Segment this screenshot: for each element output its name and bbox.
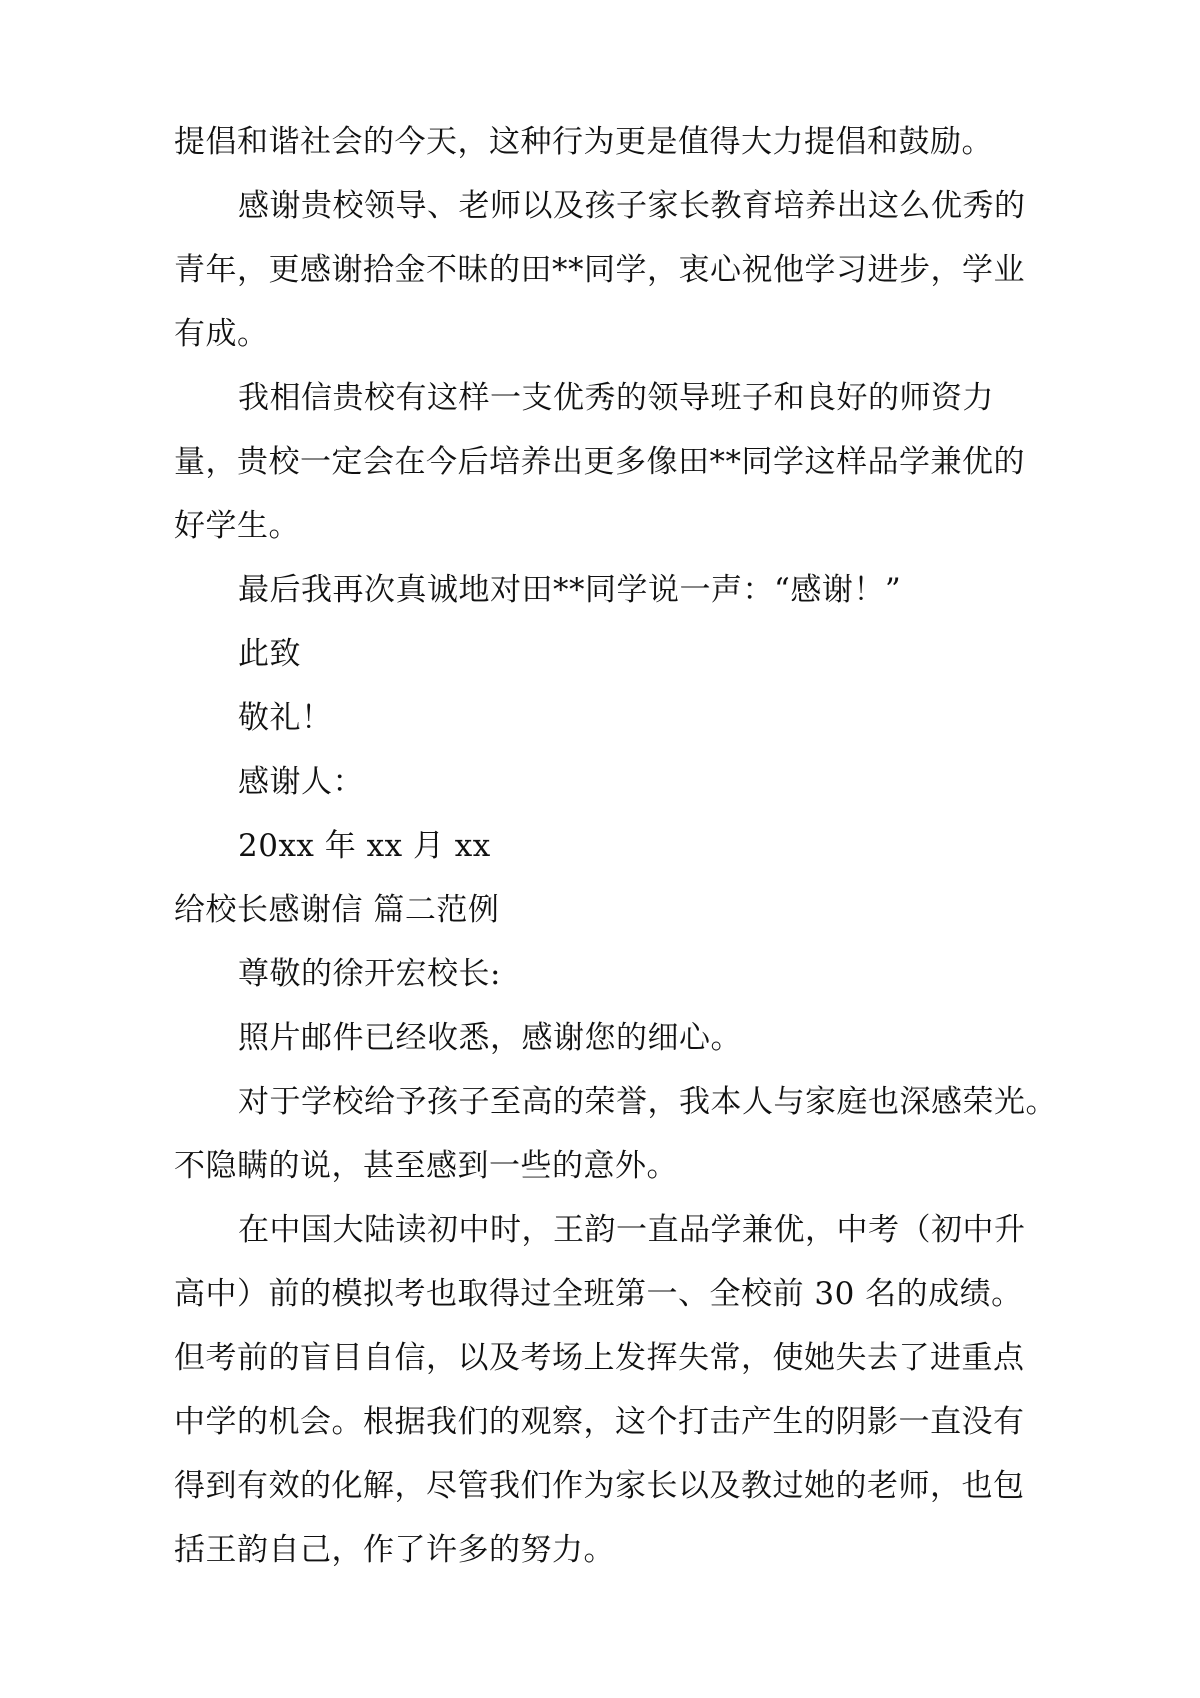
text-line: 照片邮件已经收悉，感谢您的细心。 (238, 1020, 742, 1056)
text-line: 但考前的盲目自信，以及考场上发挥失常，使她失去了进重点 (174, 1340, 1025, 1376)
text-line: 我相信贵校有这样一支优秀的领导班子和良好的师资力 (238, 380, 994, 416)
text-line: 最后我再次真诚地对田**同学说一声：“感谢！” (238, 572, 902, 608)
text-line: 有成。 (174, 316, 269, 352)
text-line: 提倡和谐社会的今天，这种行为更是值得大力提倡和鼓励。 (174, 124, 993, 160)
text-line: 感谢人： (238, 764, 364, 800)
text-line: 尊敬的徐开宏校长: (238, 956, 501, 992)
text-line: 得到有效的化解，尽管我们作为家长以及教过她的老师，也包 (174, 1468, 1025, 1504)
text-line: 敬礼！ (238, 700, 333, 736)
text-line: 20xx 年 xx 月 xx (238, 828, 491, 864)
text-line: 青年，更感谢拾金不昧的田**同学，衷心祝他学习进步，学业 (174, 252, 1025, 288)
section-heading: 给校长感谢信 篇二范例 (174, 892, 500, 928)
text-line: 此致 (238, 636, 301, 672)
text-line: 对于学校给予孩子至高的荣誉，我本人与家庭也深感荣光。 (238, 1084, 1057, 1120)
text-line: 中学的机会。根据我们的观察，这个打击产生的阴影一直没有 (174, 1404, 1025, 1440)
text-line: 高中）前的模拟考也取得过全班第一、全校前 30 名的成绩。 (174, 1276, 1023, 1312)
text-line: 括王韵自己，作了许多的努力。 (174, 1532, 615, 1568)
text-line: 不隐瞒的说，甚至感到一些的意外。 (174, 1148, 678, 1184)
text-line: 量，贵校一定会在今后培养出更多像田**同学这样品学兼优的 (174, 444, 1025, 480)
text-line: 感谢贵校领导、老师以及孩子家长教育培养出这么优秀的 (238, 188, 1026, 224)
text-line: 在中国大陆读初中时，王韵一直品学兼优，中考（初中升 (238, 1212, 1026, 1248)
text-line: 好学生。 (174, 508, 300, 544)
